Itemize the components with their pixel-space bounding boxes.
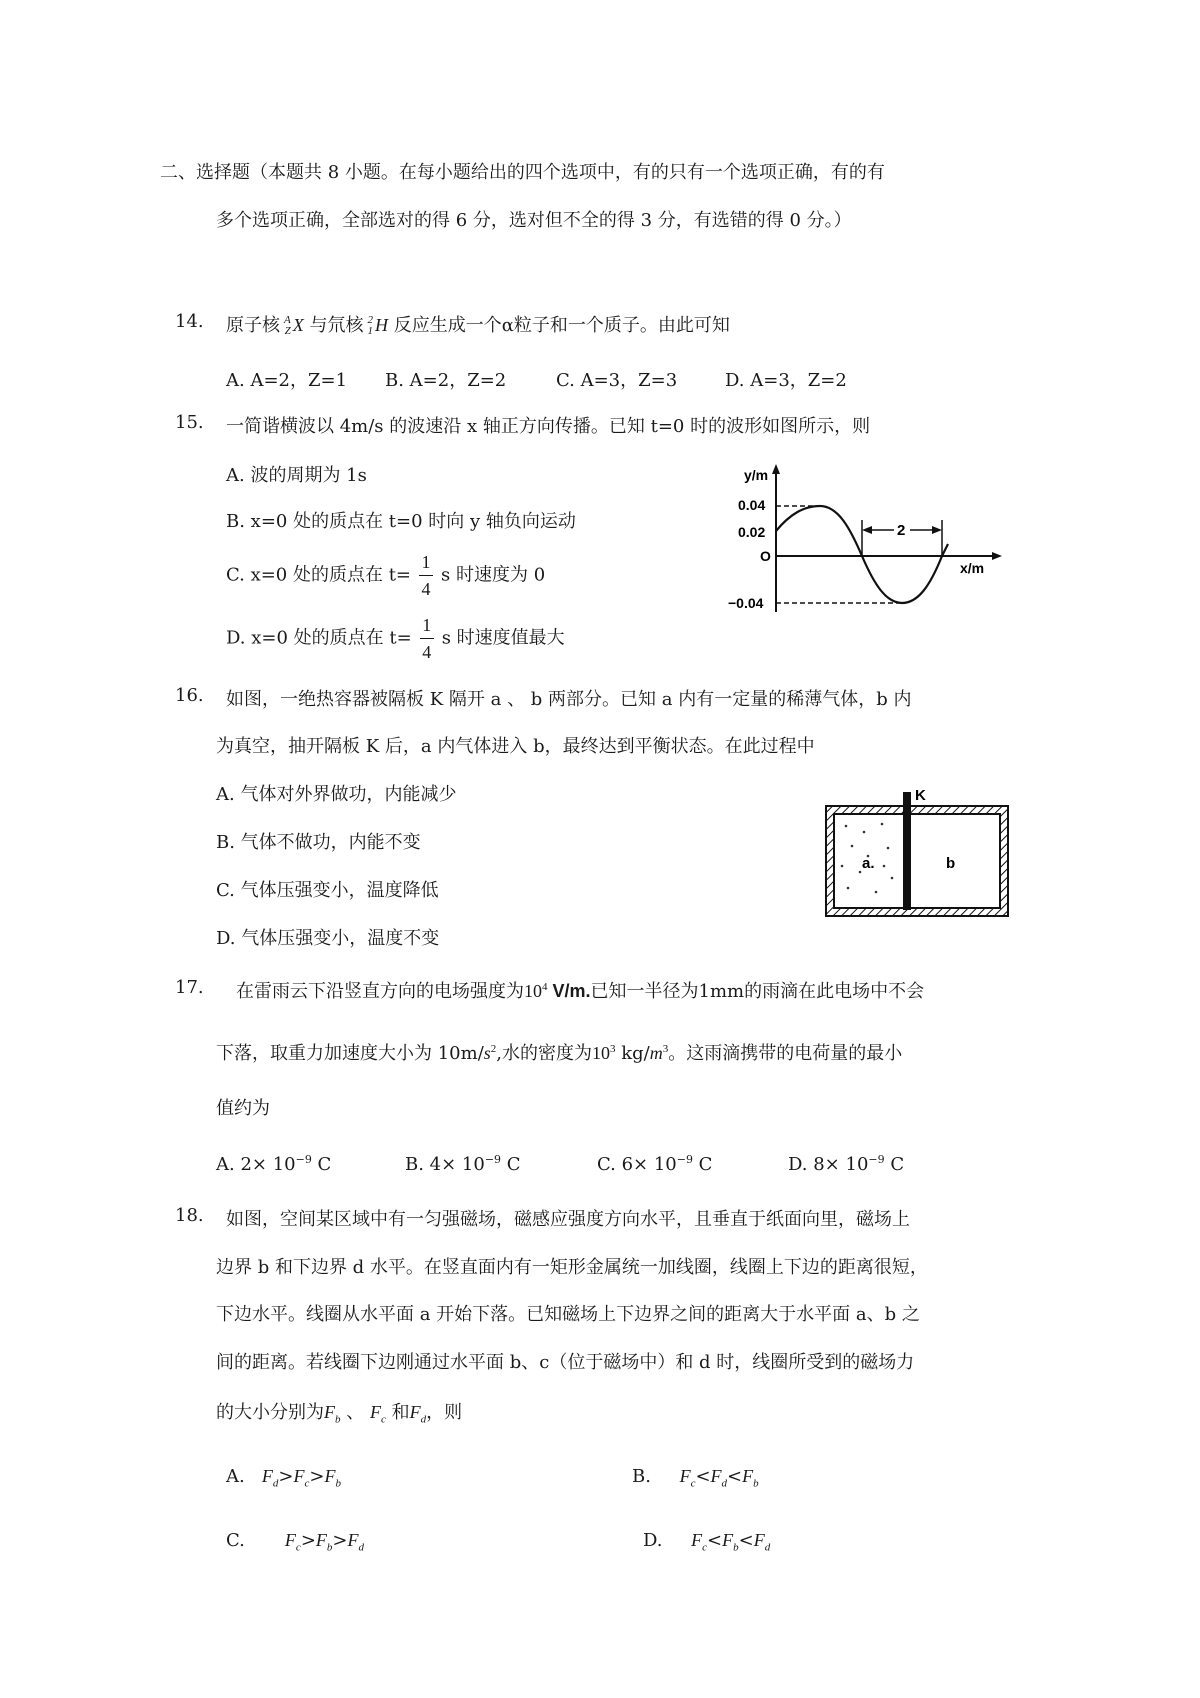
q16-option-b[interactable]: B. 气体不做功，内能不变	[216, 832, 421, 853]
question-18-line2: 边界 b 和下边界 d 水平。在竖直面内有一矩形金属统一加线圈，线圈上下边的距离很短，	[216, 1257, 928, 1278]
question-17-number: 17.	[175, 977, 204, 998]
q15-option-d[interactable]	[226, 613, 565, 664]
wave-graph-figure	[720, 462, 1010, 622]
x-axis-arrow-icon	[992, 552, 1002, 560]
q18-option-c[interactable]: C. $F_c>F_b>F_d$	[226, 1530, 364, 1554]
span-arrow-right-icon	[932, 526, 942, 534]
q15-option-c[interactable]	[226, 550, 545, 601]
question-16-line2: 为真空，抽开隔板 K 后，a 内气体进入 b，最终达到平衡状态。在此过程中	[216, 736, 815, 757]
question-14-number: 14.	[175, 311, 204, 332]
q14-text-b: 与氘核	[303, 315, 364, 336]
question-18-line5: 的大小分别为$F_b$ 、 $F_c$ 和$F_d$，则	[216, 1402, 463, 1426]
chamber-b-label: b	[946, 855, 956, 872]
question-18-number: 18.	[175, 1205, 204, 1226]
q14-text-c: 反应生成一个α粒子和一个质子。由此可知	[387, 315, 730, 336]
q18-option-d[interactable]: D. $F_c<F_b<F_d$	[643, 1530, 771, 1554]
q17-option-b[interactable]: B. $4\times 10^{-9}$ C	[405, 1153, 521, 1175]
question-18-line4: 间的距离。若线圈下边刚通过水平面 b、c（位于磁场中）和 d 时，线圈所受到的磁场力	[216, 1352, 915, 1373]
partition-label: K	[915, 787, 926, 804]
fraction-one-quarter: $\frac{1}{4}$	[420, 613, 434, 664]
tick-0-04: 0.04	[738, 497, 766, 513]
q18-option-a[interactable]: A. $F_d>F_c>F_b$	[226, 1466, 341, 1490]
y-axis-label: y/m	[744, 467, 769, 483]
insulated-container-wall	[826, 806, 1008, 916]
span-arrow-left-icon	[862, 526, 872, 534]
tick-neg-0-04: −0.04	[728, 595, 764, 611]
q17-option-c[interactable]: C. $6\times 10^{-9}$ C	[597, 1153, 713, 1175]
x-axis-label: x/m	[960, 560, 985, 576]
q16-option-a[interactable]: A. 气体对外界做功，内能减少	[216, 784, 457, 805]
question-15-stem: 一简谐横波以 4m/s 的波速沿 x 轴正方向传播。已知 t=0 时的波形如图所示，则	[226, 416, 871, 437]
q14-option-b[interactable]: B. A=2，Z=2	[385, 370, 507, 391]
section-heading-line1: 二、选择题（本题共 8 小题。在每小题给出的四个选项中，有的只有一个选项正确，有的有	[160, 162, 885, 183]
q15-option-c-text: C. x=0 处的质点在 t=	[226, 564, 412, 586]
q14-option-d[interactable]: D. A=3，Z=2	[725, 370, 847, 391]
nucleus-x-indices: A Z	[284, 314, 291, 337]
q17-option-d[interactable]: D. $8\times 10^{-9}$ C	[788, 1153, 905, 1175]
q15-option-b[interactable]: B. x=0 处的质点在 t=0 时向 y 轴负向运动	[226, 511, 576, 532]
tick-0-02: 0.02	[738, 524, 766, 540]
q14-option-a[interactable]: A. A=2，Z=1	[226, 370, 348, 391]
q15-option-a[interactable]: A. 波的周期为 1s	[226, 465, 367, 486]
container-figure	[822, 782, 1022, 922]
nucleus-x-symbol: X	[292, 315, 304, 335]
span-label: 2	[897, 522, 906, 539]
tick-origin: O	[760, 548, 771, 564]
question-18-line1: 如图，空间某区域中有一匀强磁场，磁感应强度方向水平，且垂直于纸面向里，磁场上	[226, 1209, 910, 1230]
q16-option-d[interactable]: D. 气体压强变小，温度不变	[216, 928, 440, 949]
partition-k	[903, 792, 911, 910]
q15-option-d-tail: s 时速度值最大	[441, 627, 565, 649]
q16-option-c[interactable]: C. 气体压强变小，温度降低	[216, 880, 439, 901]
question-17-line2: 下落，取重力加速度大小为 $10m/s^2$,水的密度为$10^3$ $kg/m^3$。这雨滴携带的电荷量的最小	[216, 1043, 903, 1064]
q15-option-d-text: D. x=0 处的质点在 t=	[226, 627, 412, 649]
question-15-number: 15.	[175, 412, 204, 433]
deuteron-indices: 2 1	[367, 314, 373, 337]
y-axis-arrow-icon	[772, 464, 780, 474]
section-heading-line2: 多个选项正确，全部选对的得 6 分，选对但不全的得 3 分，有选错的得 0 分。）	[216, 210, 852, 231]
chamber-a-label: a.	[862, 855, 875, 872]
question-16-line1: 如图，一绝热容器被隔板 K 隔开 a 、 b 两部分。已知 a 内有一定量的稀薄气体，b 内	[226, 689, 912, 710]
q17-option-a[interactable]: A. $2\times 10^{-9}$ C	[216, 1153, 332, 1175]
q14-text-a: 原子核	[226, 315, 280, 336]
question-17-line1: 在雷雨云下沿竖直方向的电场强度为$10^4$ V/m.已知一半径为1mm的雨滴在此电场中不会	[236, 981, 925, 1002]
question-18-line3: 下边水平。线圈从水平面 a 开始下落。已知磁场上下边界之间的距离大于水平面 a、b 之	[216, 1304, 920, 1325]
q15-option-c-tail: s 时速度为 0	[441, 564, 546, 586]
question-14-stem	[226, 311, 730, 337]
question-16-number: 16.	[175, 685, 204, 706]
q14-option-c[interactable]: C. A=3，Z=3	[556, 370, 678, 391]
deuteron-symbol: H	[374, 315, 388, 335]
q18-option-b[interactable]: B. $F_c<F_d<F_b$	[632, 1466, 759, 1490]
question-17-line3: 值约为	[216, 1098, 270, 1119]
fraction-one-quarter: $\frac{1}{4}$	[419, 550, 433, 601]
